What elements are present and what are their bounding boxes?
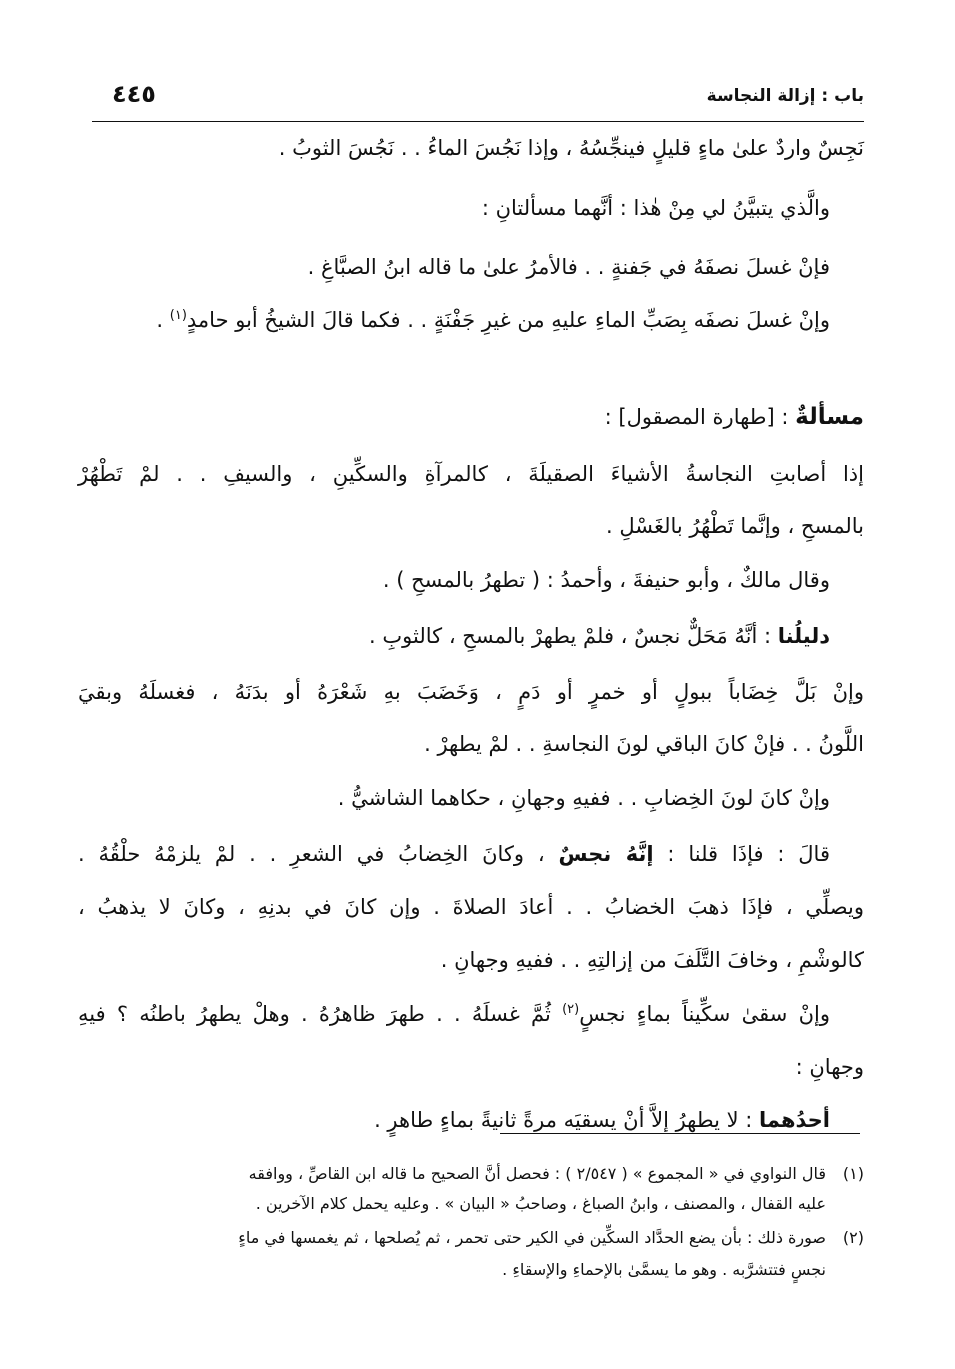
issue-heading-word: مسألةٌ (795, 404, 864, 430)
footnote-text: صورة ذلك : بأن يضع الحدَّاد السكِّين في الكير حتى تحمر ، ثم يُصلحها ، ثم يغمسها في ماءٍ (238, 1228, 826, 1247)
text-run: : أنَّهُ مَحَلٌّ نجسٌ ، فلمْ يطهرْ بالمسحِ ، كالثوبِ . (369, 624, 778, 648)
footnote-number: (٢) (842, 1228, 864, 1247)
text-line (78, 844, 830, 865)
bold-phrase: إنَّهُ نجسٌ (558, 842, 654, 866)
issue-heading (605, 406, 864, 429)
text-run: وإنْ غسلَ نصفَه بِصَبِّ الماءِ عليهِ من غيرِ جَفْنَةٍ . . فكما قالَ الشيخُ أبو حامدٍ (186, 308, 830, 332)
text-line (374, 1110, 830, 1131)
text-run: وإنْ سقىٰ سكِّيناً بماءٍ نجسٍ (579, 1002, 830, 1026)
text-line: والَّذي يتبيَّنُ لي مِنْ هٰذا : أنَّهما مسألتانِ : (481, 196, 830, 220)
text-line: وإنْ بَلَّ خِضَاباً ببولٍ أو خمرٍ أو دَمٍ ، وَخَضَبَ بهِ شَعْرَهُ أو بدَنَهُ ، فغسلَهُ وبقيَ (78, 680, 864, 704)
text-run: قالَ : فإذَا قلنا : (653, 842, 830, 866)
issue-heading-topic: : [طهارة المصقول] : (604, 405, 796, 429)
footnote-line (238, 1230, 864, 1246)
footnote-text: قال النواوي في « المجموع » ( ٢/٥٤٧ ) : فحصل أنَّ الصحيح ما قاله ابن القاصِّ ، ووافقه (248, 1164, 826, 1183)
text-run: ثُمَّ غسلَهُ . . طهرَ ظاهرُهُ . وهلْ يطهرُ باطنُه ؟ فيهِ (78, 1002, 563, 1026)
text-line: وقال مالكٌ ، وأبو حنيفةَ ، وأحمدُ : ( تطهرُ بالمسحِ ) . (382, 568, 830, 592)
footnote-line: نجسٍ فتتشرَّبه . وهو ما يسمَّىٰ بالإحماءِ والإسقاءِ . (502, 1260, 826, 1279)
footnote-line (249, 1166, 864, 1182)
text-line (78, 1004, 830, 1025)
header-rule (92, 121, 864, 122)
footnote-line: عليه القفال ، والمصنف ، وابنُ الصباغ ، وصاحبُ « البيان » . وعليه يحمل كلام الآخرين . (255, 1194, 826, 1213)
footnote-number: (١) (842, 1164, 864, 1183)
first-view-label: أحدُهما (759, 1108, 830, 1132)
text-run: . (156, 308, 170, 332)
page-header (92, 80, 864, 120)
text-line: فإنْ غسلَ نصفَهُ في جَفنةٍ . . فالأمرُ علىٰ ما قاله ابنُ الصبَّاغِ . (307, 255, 830, 279)
chapter-title: باب : إزالة النجاسة (706, 86, 864, 106)
text-line: اللَّونُ . . فإنْ كانَ الباقي لونَ النجاسةِ . . لمْ يطهرْ . (424, 732, 864, 756)
text-line: وجهانِ : (795, 1055, 864, 1079)
footnote-ref: (١) (169, 308, 187, 323)
evidence-line (369, 626, 830, 647)
text-line: نَجِسٌ واردٌ علىٰ ماءٍ قليلٍ فينجِّسُهُ ، وإذا نَجُسَ الماءُ . . نَجُسَ الثوبُ . (278, 136, 864, 160)
text-line: بالمسحِ ، وإنَّما تَطْهُرُ بالغَسْلِ . (605, 514, 864, 538)
text-line: وإنْ كانَ لونَ الخِضابِ . . ففيهِ وجهانِ ، حكاهما الشاشيُّ . (337, 786, 830, 810)
footnote-rule (500, 1133, 860, 1134)
text-line (156, 310, 830, 331)
page-number: ٤٤٥ (112, 80, 156, 108)
text-line: كالوشْمِ ، وخافَ التَّلَفَ من إزالتِهِ . . ففيهِ وجهانِ . (440, 948, 864, 972)
text-run: ، وكانَ الخِضابُ في الشعرِ . . لمْ يلزمْهُ حلْقُهُ . (78, 842, 559, 866)
text-line: ويصلِّي ، فإذَا ذهبَ الخضابُ . . أعادَ الصلاةَ . وإن كانَ في بدنِهِ ، وكانَ لا يذهبُ ، (78, 895, 864, 919)
text-line: إذا أصابتِ النجاسةُ الأشياءَ الصقيلَةَ ، كالمرآةِ والسكِّينِ ، والسيفِ . . لمْ تَطْهُرْ (78, 462, 864, 486)
evidence-label: دليلُنا (777, 624, 830, 648)
footnote-ref: (٢) (562, 1002, 580, 1017)
text-run: : لا يطهرُ إلاَّ أنْ يسقيَه مرةً ثانيةً بماءٍ طاهرٍ . (374, 1108, 759, 1132)
